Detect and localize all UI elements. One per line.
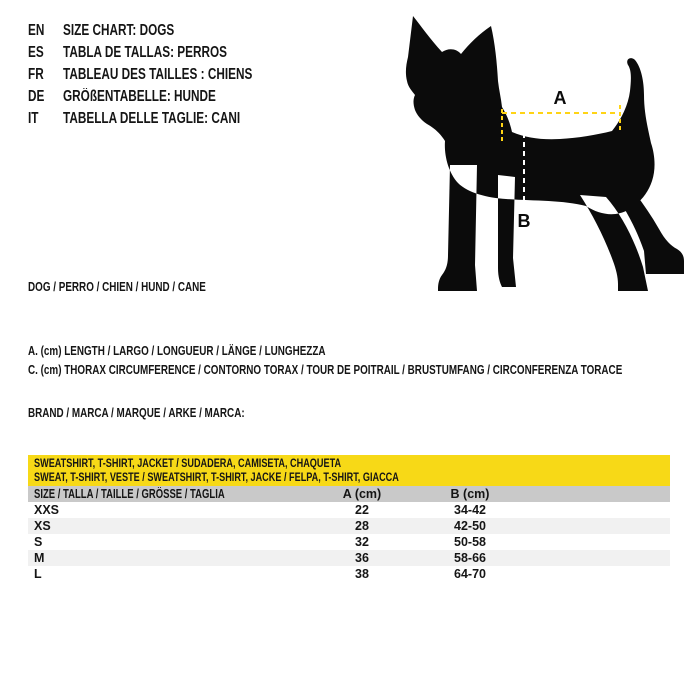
table-header-row bbox=[28, 486, 670, 502]
table-row bbox=[28, 502, 670, 518]
list-item bbox=[28, 42, 312, 64]
table-banner bbox=[28, 455, 670, 486]
cell-size: M bbox=[34, 551, 45, 565]
dog-measurement-diagram bbox=[398, 3, 698, 295]
list-item bbox=[28, 64, 312, 86]
header-b-cm: B (cm) bbox=[450, 487, 490, 501]
dog-silhouette-path bbox=[406, 16, 684, 291]
animal-caption: DOG / PERRO / CHIEN / HUND / CANE bbox=[28, 279, 206, 294]
cell-a: 28 bbox=[355, 519, 369, 533]
table-row bbox=[28, 566, 670, 582]
size-table bbox=[28, 455, 670, 582]
cell-b: 42-50 bbox=[454, 519, 486, 533]
list-item bbox=[28, 86, 312, 108]
language-title: TABLA DE TALLAS: PERROS bbox=[63, 44, 228, 61]
dog-silhouette-icon bbox=[398, 3, 698, 295]
cell-size: L bbox=[34, 567, 42, 581]
table-row bbox=[28, 534, 670, 550]
header-a-cm: A (cm) bbox=[342, 487, 382, 501]
table-row bbox=[28, 518, 670, 534]
cell-b: 58-66 bbox=[454, 551, 486, 565]
cell-a: 36 bbox=[355, 551, 369, 565]
cell-b: 64-70 bbox=[454, 567, 486, 581]
language-title: SIZE CHART: DOGS bbox=[63, 22, 175, 39]
header-size: SIZE / TALLA / TAILLE / GRÖSSE / TAGLIA bbox=[34, 487, 225, 501]
cell-b: 34-42 bbox=[454, 503, 486, 517]
language-title: TABELLA DELLE TAGLIE: CANI bbox=[63, 110, 241, 127]
cell-a: 32 bbox=[355, 535, 369, 549]
banner-line-1: SWEATSHIRT, T-SHIRT, JACKET / SUDADERA, CAMISETA, CHAQUETA bbox=[34, 456, 342, 470]
language-code: ES bbox=[28, 44, 44, 61]
language-code: DE bbox=[28, 88, 45, 105]
measure-a-label: A bbox=[553, 88, 567, 108]
language-code: IT bbox=[28, 110, 39, 127]
cell-size: S bbox=[34, 535, 43, 549]
banner-line-2: SWEAT, T-SHIRT, VESTE / SWEATSHIRT, T-SHIRT, JACKE / FELPA, T-SHIRT, GIACCA bbox=[34, 469, 399, 484]
cell-a: 22 bbox=[355, 503, 369, 517]
list-item bbox=[28, 108, 312, 130]
language-title: TABLEAU DES TAILLES : CHIENS bbox=[63, 66, 253, 83]
measure-b-label: B bbox=[517, 211, 531, 231]
cell-size: XS bbox=[34, 519, 51, 533]
cell-b: 50-58 bbox=[454, 535, 486, 549]
legend-line-a: A. (cm) LENGTH / LARGO / LONGUEUR / LÄNGE / LUNGHEZZA bbox=[28, 343, 326, 358]
language-code: EN bbox=[28, 22, 45, 39]
cell-a: 38 bbox=[355, 567, 369, 581]
brand-line: BRAND / MARCA / MARQUE / ARKE / MARCA: bbox=[28, 405, 245, 420]
legend-line-c: C. (cm) THORAX CIRCUMFERENCE / CONTORNO TORAX / TOUR DE POITRAIL / BRUSTUMFANG / CIRCONFERENZA TORACE bbox=[28, 362, 623, 377]
language-title-list bbox=[28, 20, 312, 130]
list-item bbox=[28, 20, 312, 42]
language-title: GRÖßENTABELLE: HUNDE bbox=[63, 88, 216, 105]
cell-size: XXS bbox=[34, 503, 60, 517]
language-code: FR bbox=[28, 66, 44, 83]
table-row bbox=[28, 550, 670, 566]
